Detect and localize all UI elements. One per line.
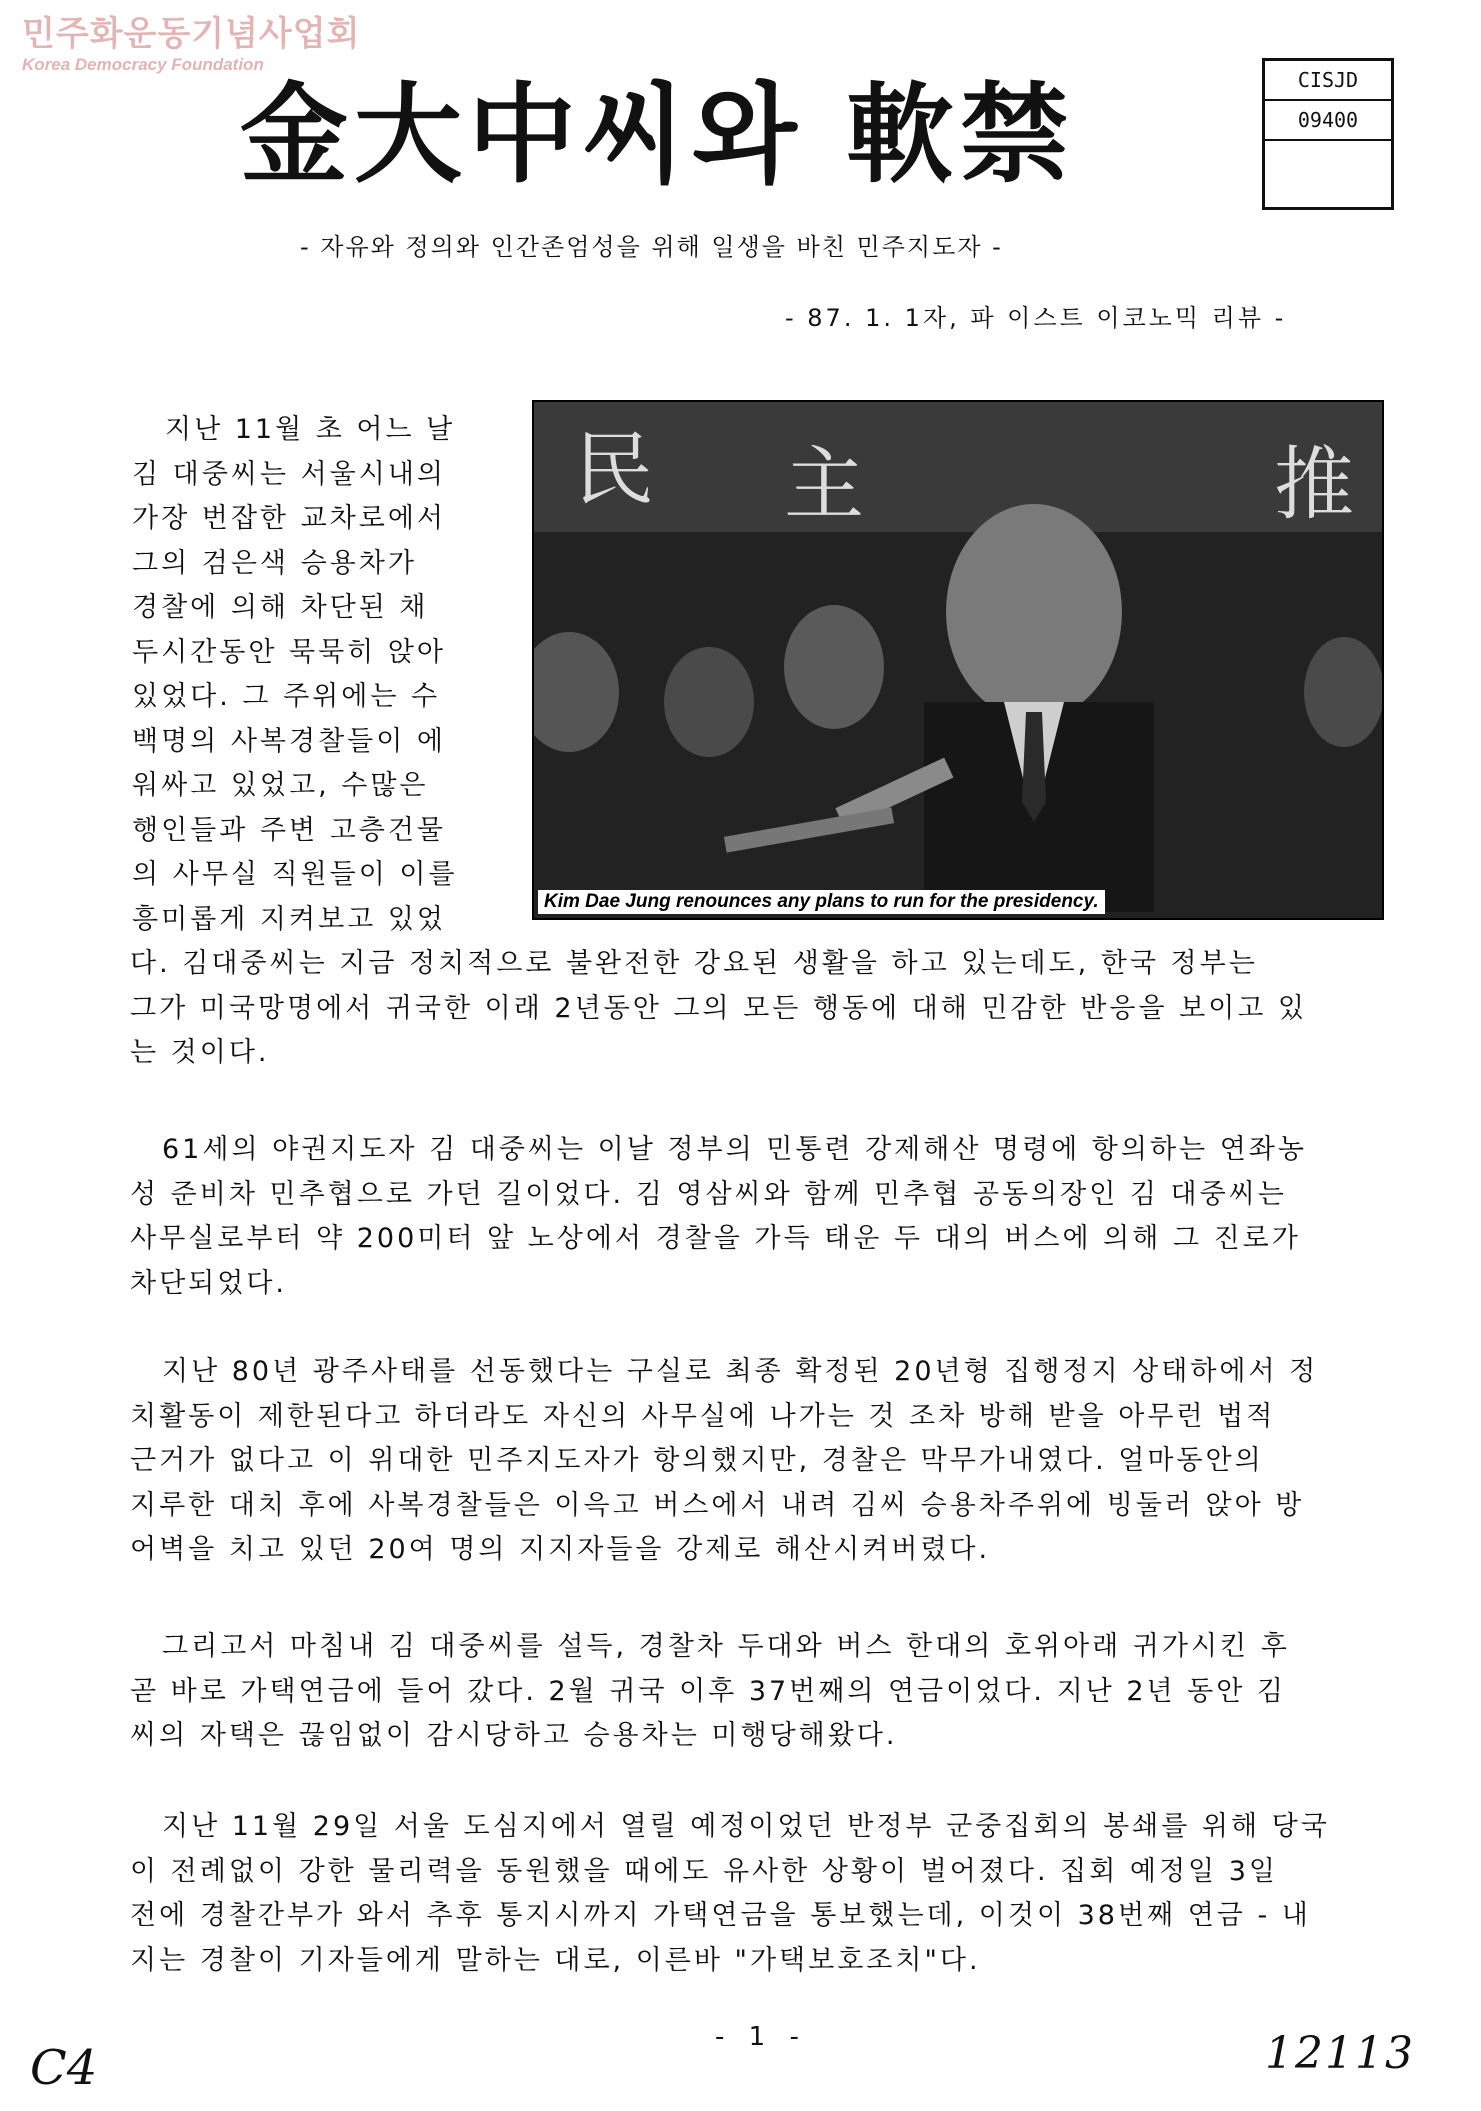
news-photo	[532, 400, 1384, 920]
paragraph-line: 근거가 없다고 이 위대한 민주지도자가 항의했지만, 경찰은 막무가내였다. 얼마동안의	[130, 1445, 1264, 1476]
column-line: 경찰에 의해 차단된 채	[132, 592, 429, 623]
column-line: 그의 검은색 승용차가	[132, 547, 417, 579]
banner-char-3: 推	[1274, 438, 1354, 531]
paragraph-line: 지는 경찰이 기자들에게 말하는 대로, 이른바 "가택보호조치"다.	[130, 1944, 981, 1976]
paragraph-line: 사무실로부터 약 200미터 앞 노상에서 경찰을 가득 태운 두 대의 버스에 의해 그 진로가	[130, 1223, 1301, 1254]
paragraph-line: 어벽을 치고 있던 20여 명의 지지자들을 강제로 해산시켜버렸다.	[130, 1534, 991, 1565]
banner-char-1: 民	[574, 423, 654, 516]
paragraph-line: 씨의 자택은 끊임없이 감시당하고 승용차는 미행당해왔다.	[130, 1720, 898, 1751]
paragraph-line: 차단되었다.	[130, 1267, 287, 1299]
paragraph-line: 61세의 야권지도자 김 대중씨는 이날 정부의 민통련 강제해산 명령에 항의하는 연좌농	[162, 1134, 1307, 1165]
handwritten-mark-left: C4	[30, 2040, 98, 2096]
watermark-english: Korea Democracy Foundation	[22, 55, 264, 74]
paragraph-line: 지난 80년 광주사태를 선동했다는 구실로 최종 확정된 20년형 집행정지 상태하에서 정	[162, 1356, 1319, 1387]
watermark	[22, 16, 360, 76]
handwritten-mark-right: 12113	[1265, 2028, 1415, 2079]
column-line: 흥미롭게 지켜보고 있었	[132, 903, 446, 935]
body-line: 다. 김대중씨는 지금 정치적으로 불완전한 강요된 생활을 하고 있는데도, 한국 정부는	[130, 948, 1258, 979]
column-line: 있었다. 그 주위에는 수	[132, 681, 441, 712]
paragraph-line: 그리고서 마침내 김 대중씨를 설득, 경찰차 두대와 버스 한대의 호위아래 귀가시킨 후	[162, 1631, 1290, 1662]
stamp-code: CISJD	[1265, 61, 1391, 101]
archive-stamp	[1262, 58, 1394, 210]
paragraph-line: 곧 바로 가택연금에 들어 갔다. 2월 귀국 이후 37번째의 연금이었다. 지난 2년 동안 김	[130, 1675, 1286, 1707]
source-line: - 87. 1. 1자, 파 이스트 이코노믹 리뷰 -	[785, 304, 1287, 332]
document-title: 金大中씨와 軟禁	[240, 72, 1075, 198]
column-line: 가장 번잡한 교차로에서	[132, 503, 446, 534]
stamp-number: 09400	[1265, 101, 1391, 141]
page-number: - 1 -	[715, 2022, 807, 2052]
paragraph-line: 전에 경찰간부가 와서 추후 통지시까지 가택연금을 통보했는데, 이것이 38번째 연금 - 내	[130, 1900, 1311, 1931]
paragraph-line: 지난 11월 29일 서울 도심지에서 열릴 예정이었던 반정부 군중집회의 봉쇄를 위해 당국	[162, 1811, 1330, 1842]
paragraph-line: 이 전례없이 강한 물리력을 동원했을 때에도 유사한 상황이 벌어졌다. 집회 예정일 3일	[130, 1855, 1278, 1887]
document-subtitle: - 자유와 정의와 인간존엄성을 위해 일생을 바친 민주지도자 -	[300, 233, 1003, 261]
photo-caption: Kim Dae Jung renounces any plans to run for the presidency.	[538, 890, 1105, 914]
body-line: 그가 미국망명에서 귀국한 이래 2년동안 그의 모든 행동에 대해 민감한 반응을 보이고 있	[130, 992, 1308, 1024]
column-line: 두시간동안 묵묵히 앉아	[132, 636, 446, 668]
body-line: 는 것이다.	[130, 1037, 270, 1068]
column-line: 백명의 사복경찰들이 에	[132, 725, 446, 757]
stamp-blank	[1265, 141, 1391, 179]
watermark-korean: 민주화운동기념사업회	[22, 14, 361, 54]
paragraph-line: 성 준비차 민추협으로 가던 길이었다. 김 영삼씨와 함께 민추협 공동의장인 김 대중씨는	[130, 1178, 1287, 1210]
photo-illustration	[534, 402, 1382, 918]
paragraph-line: 치활동이 제한된다고 하더라도 자신의 사무실에 나가는 것 조차 방해 받을 아무런 법적	[130, 1400, 1276, 1432]
column-line: 지난 11월 초 어느 날	[165, 414, 456, 445]
column-line: 행인들과 주변 고층건물	[132, 814, 446, 846]
paragraph-line: 지루한 대치 후에 사복경찰들은 이윽고 버스에서 내려 김씨 승용차주위에 빙둘러 앉아 방	[130, 1489, 1305, 1521]
column-line: 김 대중씨는 서울시내의	[132, 458, 446, 490]
banner-char-2: 主	[784, 438, 864, 531]
column-line: 의 사무실 직원들이 이를	[132, 859, 458, 890]
column-line: 워싸고 있었고, 수많은	[132, 770, 429, 801]
